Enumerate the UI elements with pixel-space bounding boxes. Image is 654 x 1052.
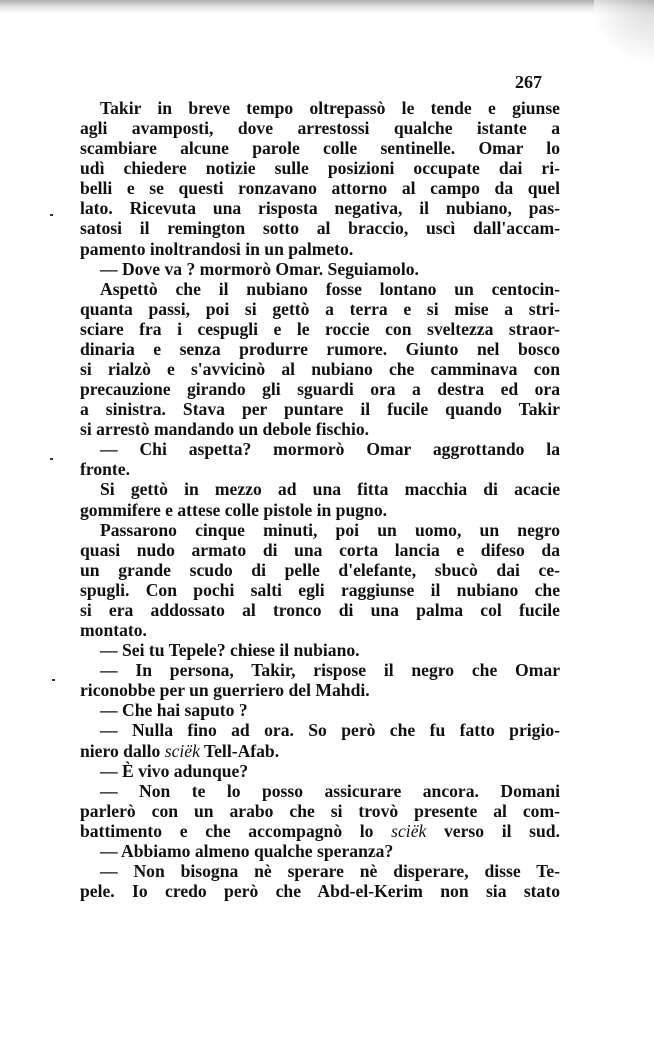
text-line: Passarono cinque minuti, poi un uomo, un negro xyxy=(100,519,560,540)
text-line: parlerò con un arabo che si trovò presente al com- xyxy=(80,800,560,821)
text-line: si rialzò e s'avvicinò al nubiano che camminava con xyxy=(80,359,560,380)
text-line: Si gettò in mezzo ad una fitta macchia di acacie xyxy=(100,479,560,500)
text-line: — Sei tu Tepele? chiese il nubiano. xyxy=(100,640,360,661)
text-line xyxy=(80,741,560,761)
text-line: fronte. xyxy=(80,459,130,480)
text-segment: Tell-Afab. xyxy=(204,740,280,761)
scan-edge-shadow xyxy=(0,0,654,14)
text-line: quanta passi, poi si gettò a terra e si mise a stri- xyxy=(80,298,560,319)
text-line: un grande scudo di pelle d'elefante, sbucò dai ce- xyxy=(80,559,560,580)
text-line: — Che hai saputo ? xyxy=(100,700,248,721)
italic-word: sciëk xyxy=(164,740,200,761)
text-line: pamento inoltrandosi in un palmeto. xyxy=(80,238,354,259)
text-line: — Non bisogna nè sperare nè disperare, disse Te- xyxy=(100,860,560,881)
text-line: satosi il remington sotto al braccio, uscì dall'accam- xyxy=(80,218,560,239)
text-line: lato. Ricevuta una risposta negativa, il nubiano, pas- xyxy=(80,198,560,219)
text-segment: battimento e che accompagnò lo xyxy=(80,820,374,841)
page-number: 267 xyxy=(515,72,542,92)
margin-mark xyxy=(52,679,55,681)
text-line: dinaria e senza produrre rumore. Giunto nel bosco xyxy=(80,338,560,359)
text-line: sciare fra i cespugli e le roccie con sveltezza straor- xyxy=(80,318,560,339)
text-line: Takir in breve tempo oltrepassò le tende e giunse xyxy=(100,98,560,118)
text-line: si era addossato al tronco di una palma col fucile xyxy=(80,599,560,620)
margin-mark xyxy=(50,214,53,216)
text-line: — Chi aspetta? mormorò Omar aggrottando la xyxy=(100,439,560,460)
text-line: gommifere e attese colle pistole in pugno. xyxy=(80,499,388,520)
body-text xyxy=(80,98,560,901)
text-line: udì chiedere notizie sulle posizioni occupate dai ri- xyxy=(80,158,560,179)
text-line: Aspettò che il nubiano fosse lontano un centocin- xyxy=(100,278,560,299)
text-line: — Non te lo posso assicurare ancora. Domani xyxy=(100,780,560,801)
text-line: — Abbiamo almeno qualche speranza? xyxy=(100,840,394,861)
text-line: a sinistra. Stava per puntare il fucile quando Takir xyxy=(80,399,560,420)
text-line: belli e se questi ronzavano attorno al campo da quel xyxy=(80,178,560,199)
text-line: agli avamposti, dove arrestossi qualche istante a xyxy=(80,118,560,139)
text-line: scambiare alcune parole colle sentinelle. Omar lo xyxy=(80,138,560,159)
text-line: precauzione girando gli sguardi ora a destra ed ora xyxy=(80,379,560,400)
text-segment: niero dallo xyxy=(80,740,161,761)
scan-corner-shadow xyxy=(594,0,654,70)
text-line: spugli. Con pochi salti egli raggiunse il nubiano che xyxy=(80,579,560,600)
text-line: montato. xyxy=(80,620,147,641)
text-segment: verso il sud. xyxy=(444,820,560,841)
italic-word: sciëk xyxy=(391,820,427,841)
text-line: — È vivo adunque? xyxy=(100,760,249,781)
text-line: si arrestò mandando un debole fischio. xyxy=(80,419,370,440)
text-line: — Dove va ? mormorò Omar. Seguiamolo. xyxy=(100,258,419,279)
text-line: quasi nudo armato di una corta lancia e difeso da xyxy=(80,539,560,560)
text-line: — In persona, Takir, rispose il negro che Omar xyxy=(100,660,560,681)
margin-mark xyxy=(50,458,53,460)
text-line xyxy=(80,821,560,841)
text-line: pele. Io credo però che Abd-el-Kerim non sia stato xyxy=(80,881,560,902)
text-line: — Nulla fino ad ora. So però che fu fatto prigio- xyxy=(100,720,560,741)
text-line: riconobbe per un guerriero del Mahdi. xyxy=(80,680,370,701)
